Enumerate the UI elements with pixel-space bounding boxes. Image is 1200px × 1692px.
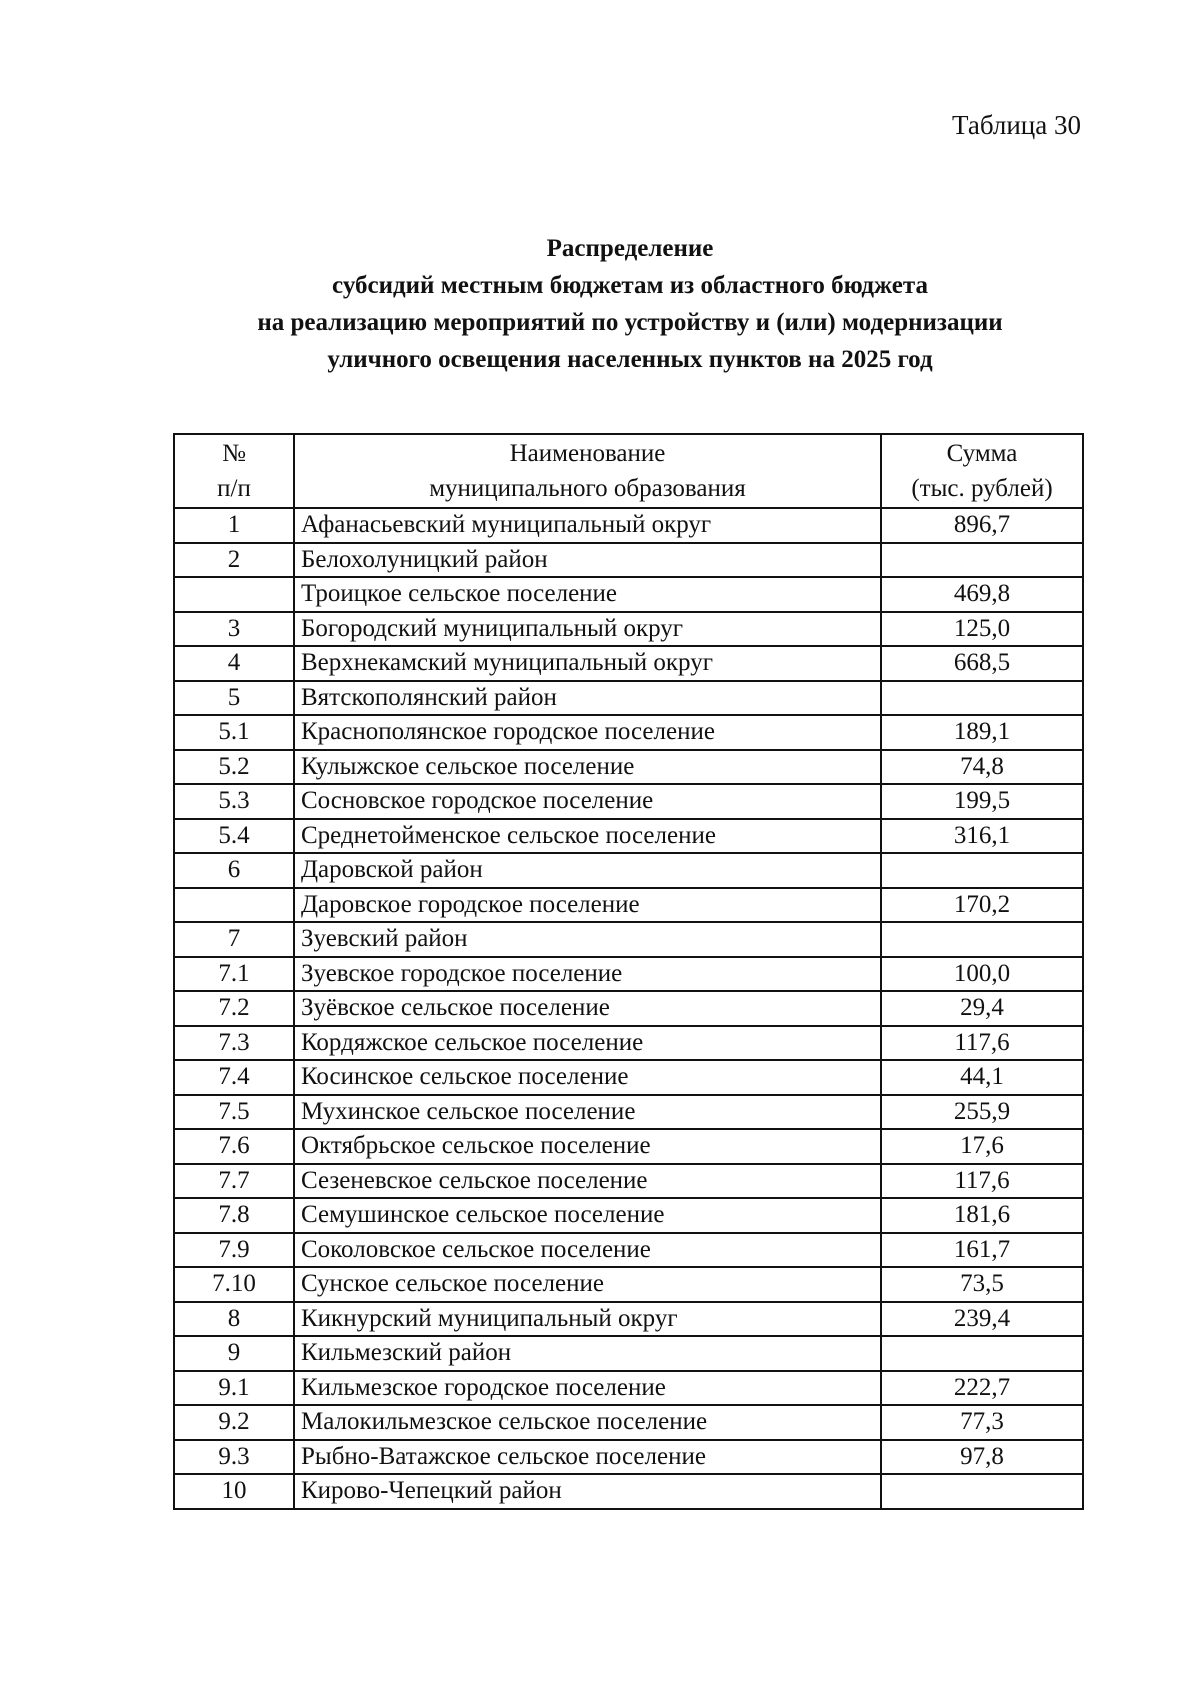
table-row [174,922,1083,957]
row-number-cell: 5.3 [174,784,294,819]
amount-cell: 125,0 [881,612,1083,647]
table-row [174,853,1083,888]
table-row [174,784,1083,819]
municipality-name-cell: Зуёвское сельское поселение [294,991,881,1026]
amount-cell [881,1474,1083,1509]
row-number-cell: 4 [174,646,294,681]
table-row [174,1164,1083,1199]
row-number-cell: 5.1 [174,715,294,750]
row-number-cell: 1 [174,508,294,543]
municipality-name-cell: Белохолуницкий район [294,543,881,578]
row-number-cell: 6 [174,853,294,888]
table-row [174,1474,1083,1509]
document-title [100,230,1160,378]
row-number-cell: 3 [174,612,294,647]
row-number-cell: 7.3 [174,1026,294,1061]
title-line: субсидий местным бюджетам из областного бюджета [332,272,928,299]
amount-cell: 199,5 [881,784,1083,819]
amount-cell: 181,6 [881,1198,1083,1233]
table-row [174,681,1083,716]
table-row [174,1267,1083,1302]
row-number-cell: 9.2 [174,1405,294,1440]
row-number-cell: 7.1 [174,957,294,992]
amount-cell: 117,6 [881,1164,1083,1199]
table-row [174,577,1083,612]
municipality-name-cell: Сунское сельское поселение [294,1267,881,1302]
table-row [174,1129,1083,1164]
municipality-name-cell: Зуевское городское поселение [294,957,881,992]
row-number-cell: 9 [174,1336,294,1371]
municipality-name-cell: Верхнекамский муниципальный округ [294,646,881,681]
municipality-name-cell: Семушинское сельское поселение [294,1198,881,1233]
amount-cell: 239,4 [881,1302,1083,1337]
subsidy-distribution-table [173,433,1084,1510]
municipality-name-cell: Троицкое сельское поселение [294,577,881,612]
row-number-cell: 2 [174,543,294,578]
amount-cell [881,922,1083,957]
row-number-cell: 7.8 [174,1198,294,1233]
column-header-name [294,434,881,508]
table-row [174,1095,1083,1130]
row-number-cell: 5.2 [174,750,294,785]
header-text: п/п [217,475,251,502]
table-row [174,543,1083,578]
table-row [174,1233,1083,1268]
row-number-cell: 10 [174,1474,294,1509]
amount-cell [881,853,1083,888]
table-row [174,508,1083,543]
row-number-cell: 9.1 [174,1371,294,1406]
municipality-name-cell: Соколовское сельское поселение [294,1233,881,1268]
municipality-name-cell: Рыбно-Ватажское сельское поселение [294,1440,881,1475]
municipality-name-cell: Краснополянское городское поселение [294,715,881,750]
amount-cell: 73,5 [881,1267,1083,1302]
amount-cell [881,1336,1083,1371]
municipality-name-cell: Кордяжское сельское поселение [294,1026,881,1061]
row-number-cell: 5.4 [174,819,294,854]
header-text: № [222,440,246,467]
table-row [174,1405,1083,1440]
table-row [174,1336,1083,1371]
amount-cell: 74,8 [881,750,1083,785]
column-header-amount [881,434,1083,508]
amount-cell [881,681,1083,716]
municipality-name-cell: Кикнурский муниципальный округ [294,1302,881,1337]
municipality-name-cell: Даровской район [294,853,881,888]
amount-cell: 161,7 [881,1233,1083,1268]
header-text: муниципального образования [429,475,746,502]
row-number-cell: 7.4 [174,1060,294,1095]
municipality-name-cell: Среднетойменское сельское поселение [294,819,881,854]
amount-cell: 97,8 [881,1440,1083,1475]
amount-cell: 469,8 [881,577,1083,612]
municipality-name-cell: Косинское сельское поселение [294,1060,881,1095]
column-header-number [174,434,294,508]
municipality-name-cell: Сезеневское сельское поселение [294,1164,881,1199]
table-row [174,1060,1083,1095]
table-row [174,1440,1083,1475]
table-number-label: Таблица 30 [952,110,1081,140]
table-row [174,1026,1083,1061]
table-row [174,819,1083,854]
table-row [174,750,1083,785]
municipality-name-cell: Октябрьское сельское поселение [294,1129,881,1164]
table-row [174,957,1083,992]
table-row [174,612,1083,647]
table-row [174,715,1083,750]
title-line: на реализацию мероприятий по устройству и (или) модернизации [257,309,1003,336]
amount-cell: 189,1 [881,715,1083,750]
municipality-name-cell: Кулыжское сельское поселение [294,750,881,785]
municipality-name-cell: Кильмезский район [294,1336,881,1371]
amount-cell: 44,1 [881,1060,1083,1095]
amount-cell: 100,0 [881,957,1083,992]
amount-cell: 316,1 [881,819,1083,854]
row-number-cell: 7.6 [174,1129,294,1164]
row-number-cell: 7.5 [174,1095,294,1130]
row-number-cell: 9.3 [174,1440,294,1475]
amount-cell: 896,7 [881,508,1083,543]
municipality-name-cell: Афанасьевский муниципальный округ [294,508,881,543]
table-row [174,991,1083,1026]
amount-cell: 668,5 [881,646,1083,681]
municipality-name-cell: Зуевский район [294,922,881,957]
municipality-name-cell: Мухинское сельское поселение [294,1095,881,1130]
table-row [174,1302,1083,1337]
row-number-cell: 7.2 [174,991,294,1026]
amount-cell: 117,6 [881,1026,1083,1061]
amount-cell: 77,3 [881,1405,1083,1440]
row-number-cell: 5 [174,681,294,716]
amount-cell: 222,7 [881,1371,1083,1406]
amount-cell [881,543,1083,578]
row-number-cell: 8 [174,1302,294,1337]
row-number-cell: 7 [174,922,294,957]
table-row [174,646,1083,681]
header-text: (тыс. рублей) [911,475,1053,502]
amount-cell: 255,9 [881,1095,1083,1130]
header-text: Сумма [946,440,1018,467]
amount-cell: 17,6 [881,1129,1083,1164]
table-body [174,508,1083,1509]
title-line: уличного освещения населенных пунктов на 2025 год [327,346,933,373]
amount-cell: 29,4 [881,991,1083,1026]
row-number-cell: 7.7 [174,1164,294,1199]
municipality-name-cell: Сосновское городское поселение [294,784,881,819]
table-row [174,1198,1083,1233]
row-number-cell: 7.10 [174,1267,294,1302]
row-number-cell [174,577,294,612]
table-row [174,1371,1083,1406]
municipality-name-cell: Вятскополянский район [294,681,881,716]
table-header-row [174,434,1083,508]
municipality-name-cell: Даровское городское поселение [294,888,881,923]
municipality-name-cell: Кирово-Чепецкий район [294,1474,881,1509]
table-row [174,888,1083,923]
header-text: Наименование [509,440,666,467]
title-line: Распределение [546,235,714,262]
municipality-name-cell: Богородский муниципальный округ [294,612,881,647]
municipality-name-cell: Малокильмезское сельское поселение [294,1405,881,1440]
row-number-cell: 7.9 [174,1233,294,1268]
municipality-name-cell: Кильмезское городское поселение [294,1371,881,1406]
row-number-cell [174,888,294,923]
amount-cell: 170,2 [881,888,1083,923]
